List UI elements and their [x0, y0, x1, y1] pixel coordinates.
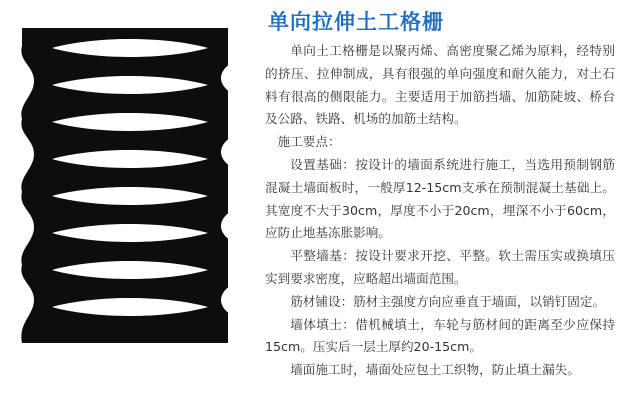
geogrid-shape: [21, 28, 228, 343]
leveling-paragraph: 平整墙基：按设计要求开挖、平整。软土需压实或换填压实到要求密度，应略超出墙面范围。: [265, 248, 615, 286]
page-title: 单向拉伸土工格栅: [268, 10, 444, 34]
intro-paragraph: 单向土工格栅是以聚丙烯、高密度聚乙烯为原料，经特别的挤压、拉伸制成，具有很强的单向强度和耐久能力，对土石料有很高的侧限能力。主要适用于加筋挡墙、加筋陡坡、桥台及公路、铁路、机场的加筋土结构。: [265, 43, 615, 127]
foundation-paragraph: 设置基础：按设计的墙面系统进行施工，当选用预制钢筋混凝土墙面板时，一般厚12-15cm支承在预制混凝土基础上。其宽度不大于30cm，厚度不小于20cm，埋深不小于60cm，应防止地基冻胀影响。: [265, 156, 615, 241]
laying-paragraph: 筋材铺设：筋材主强度方向应垂直于墙面，以销钉固定。: [290, 293, 606, 309]
backfill-paragraph: 墙体填土：借机械填土，车轮与筋材间的距离至少应保持15cm。压实后一层土厚约20-15cm。: [265, 316, 615, 355]
uniaxial-geogrid-image: [20, 28, 230, 343]
facing-paragraph: 墙面施工时，墙面处应包土工织物，防止填土漏失。: [290, 362, 580, 378]
description-body: [265, 40, 615, 382]
construction-points-heading: 施工要点：: [277, 134, 341, 150]
